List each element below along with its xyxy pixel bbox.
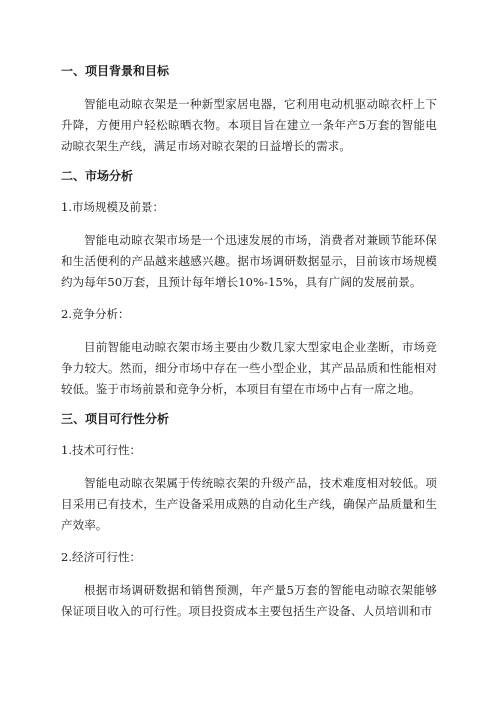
paragraph-background: 智能电动晾衣架是一种新型家居电器，它利用电动机驱动晾衣杆上下升降，方便用户轻松晾晒衣物。本项目旨在建立一条年产5万套的智能电动晾衣架生产线，满足市场对晾衣架的日益增长的需求。 <box>61 97 437 153</box>
subheading-economic: 2.经济可行性： <box>61 550 141 564</box>
subheading-competition: 2.竞争分析： <box>61 307 130 321</box>
section-heading-market: 二、市场分析 <box>61 169 134 183</box>
document-page <box>61 63 437 622</box>
subheading-technical: 1.技术可行性： <box>61 443 141 457</box>
subheading-market-size: 1.市场规模及前景： <box>61 200 164 214</box>
section-heading-background: 一、项目背景和目标 <box>61 64 170 78</box>
paragraph-competition: 目前智能电动晾衣架市场主要由少数几家大型家电企业垄断，市场竞争力较大。然而，细分市场中存在一些小型企业，其产品品质和性能相对较低。鉴于市场前景和竞争分析，本项目有望在市场中占有一席之地。 <box>61 340 437 396</box>
section-heading-feasibility: 三、项目可行性分析 <box>61 412 170 426</box>
paragraph-economic: 根据市场调研数据和销售预测，年产量5万套的智能电动晾衣架能够保证项目收入的可行性。项目投资成本主要包括生产设备、人员培训和市 <box>61 583 437 618</box>
paragraph-technical: 智能电动晾衣架属于传统晾衣架的升级产品，技术难度相对较低。项目采用已有技术，生产设备采用成熟的自动化生产线，确保产品质量和生产效率。 <box>61 476 437 532</box>
paragraph-market-size: 智能电动晾衣架市场是一个迅速发展的市场，消费者对兼顾节能环保和生活便利的产品越来越感兴趣。据市场调研数据显示，目前该市场规模约为每年50万套，且预计每年增长10%-15%，具有广阔的发展前景。 <box>61 233 437 289</box>
